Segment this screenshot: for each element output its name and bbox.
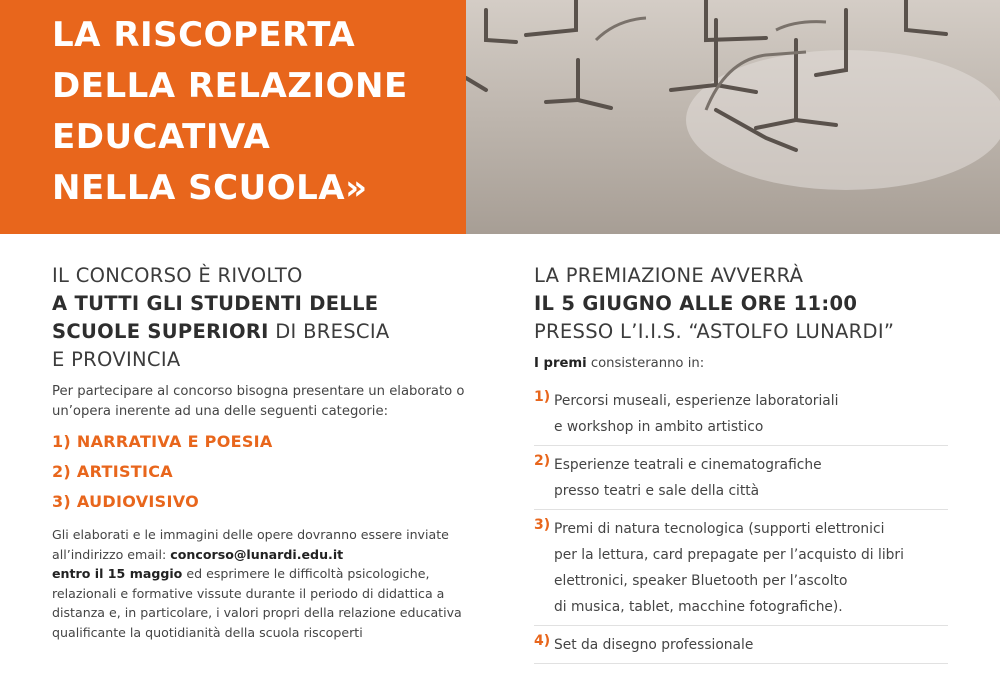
- lead-bold: IL 5 GIUGNO ALLE ORE 11:00: [534, 292, 858, 315]
- category-item: 1) NARRATIVA E POESIA: [52, 432, 273, 451]
- hero-title-line: EDUCATIVA: [52, 117, 271, 157]
- classroom-chairs-illustration: [466, 0, 1000, 234]
- prize-line: Set da disegno professionale: [554, 636, 754, 653]
- lead-line-bold: [534, 290, 954, 318]
- prizes-intro: [534, 354, 954, 374]
- prize-line: di musica, tablet, macchine fotografiche).: [554, 598, 843, 615]
- category-list: [52, 427, 472, 517]
- award-info-column: [534, 262, 954, 664]
- prize-item: [534, 382, 948, 446]
- contest-email-link[interactable]: concorso@lunardi.edu.it: [170, 546, 344, 562]
- prize-number: 3): [534, 516, 551, 533]
- prize-item: [534, 626, 948, 664]
- prize-line: Esperienze teatrali e cinematografiche: [554, 456, 822, 473]
- prize-item: [534, 446, 948, 510]
- prize-item: [534, 510, 948, 626]
- classroom-photo: [466, 0, 1000, 234]
- body-text: ed esprimere le difficoltà psicologiche, relazionali e formative vissute durante il periodo di didattica a distanza e, in particolare, i valori propri della relazione educativa qualificante la quotidianità della scuola riscoperti: [52, 566, 462, 640]
- prize-text: [534, 452, 948, 504]
- prize-line: presso teatri e sale della città: [554, 482, 760, 499]
- lead-line: LA PREMIAZIONE AVVERRÀ: [534, 264, 804, 287]
- deadline: entro il 15 maggio: [52, 566, 183, 581]
- hero-banner: [0, 0, 466, 234]
- prize-text: [534, 388, 948, 440]
- prizes-intro-rest: consisteranno in:: [586, 356, 705, 371]
- lead-bold: SCUOLE SUPERIORI: [52, 320, 269, 343]
- lead-line: IL CONCORSO È RIVOLTO: [52, 264, 303, 287]
- lead-rest: DI BRESCIA: [268, 320, 390, 343]
- prizes-intro-bold: I premi: [534, 356, 587, 371]
- prize-number: 4): [534, 632, 551, 649]
- lead-bold: A TUTTI GLI STUDENTI DELLE: [52, 292, 379, 315]
- prize-line: e workshop in ambito artistico: [554, 418, 764, 435]
- hero-title-line: NELLA SCUOLA»: [52, 168, 368, 208]
- category-item: 3) AUDIOVISIVO: [52, 492, 200, 511]
- body-text: Gli elaborati e le immagini delle opere dovranno essere inviate all’indirizzo email:: [52, 527, 449, 562]
- lead-line: PRESSO L’I.I.S. “ASTOLFO LUNARDI”: [534, 320, 895, 343]
- prize-line: Percorsi museali, esperienze laboratoriali: [554, 392, 839, 409]
- prize-line: elettronici, speaker Bluetooth per l’ascolto: [554, 572, 848, 589]
- prize-line: Premi di natura tecnologica (supporti elettronici: [554, 520, 885, 537]
- submission-rules: [52, 525, 467, 642]
- prize-line: per la lettura, card prepagate per l’acquisto di libri: [554, 546, 904, 563]
- category-item: 2) ARTISTICA: [52, 462, 173, 481]
- prize-text: [534, 516, 948, 620]
- award-lead: [534, 262, 954, 346]
- contest-lead: [52, 262, 472, 374]
- lead-line-bold: [52, 290, 472, 318]
- hero-title-line: DELLA RELAZIONE: [52, 66, 408, 106]
- prize-number: 2): [534, 452, 551, 469]
- contest-info-column: [52, 262, 472, 642]
- lead-line: [52, 318, 472, 346]
- hero-title: [52, 10, 408, 214]
- prize-text: [534, 632, 948, 658]
- contest-intro: Per partecipare al concorso bisogna presentare un elaborato o un’opera inerente ad una delle seguenti categorie:: [52, 384, 465, 419]
- prize-number: 1): [534, 388, 551, 405]
- prize-list: [534, 382, 948, 664]
- lead-line: E PROVINCIA: [52, 348, 181, 371]
- hero-title-line: LA RISCOPERTA: [52, 15, 356, 55]
